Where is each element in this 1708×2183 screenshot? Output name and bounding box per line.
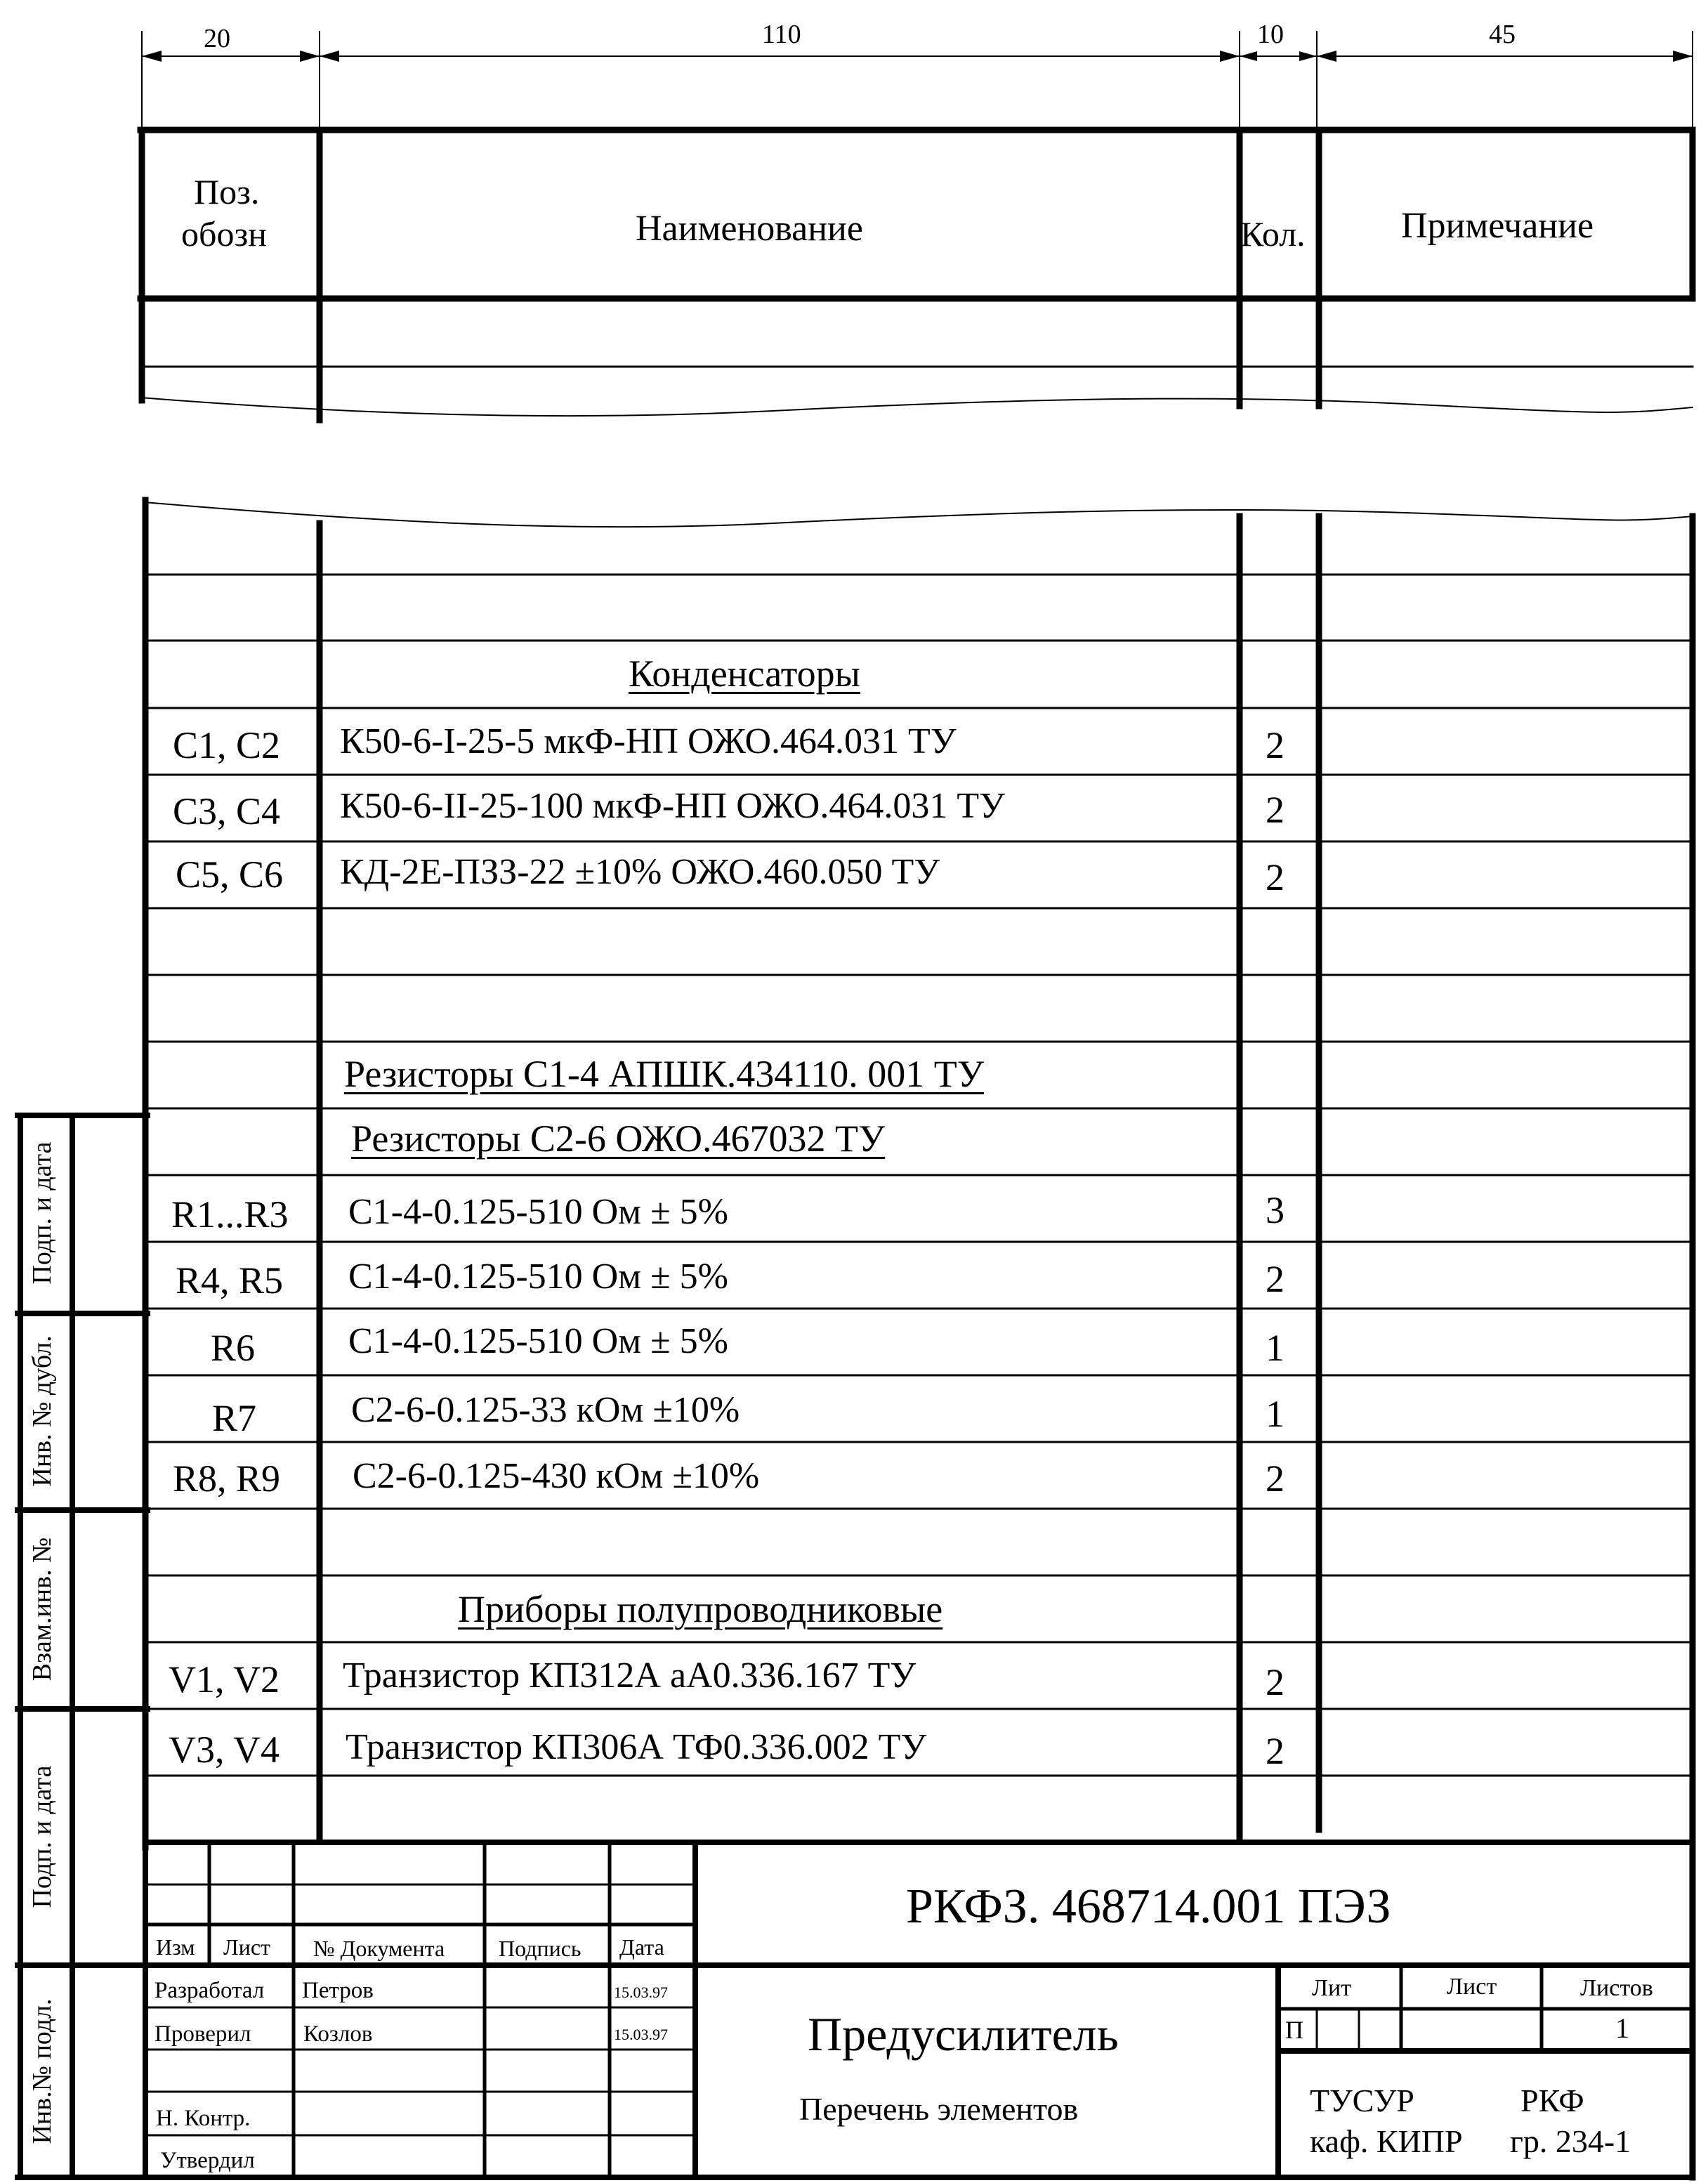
row-pos: R6	[211, 1327, 256, 1369]
side-stamp-duplicate-inv: Инв. № дубл.	[27, 1335, 57, 1487]
row-pos: R8, R9	[173, 1457, 281, 1500]
organization-faculty: РКФ	[1520, 2083, 1584, 2118]
dimension-qty: 10	[1257, 20, 1284, 49]
row-name: КД-2Е-ПЗЗ-22 ±10% ОЖО.460.050 ТУ	[340, 852, 940, 892]
lit-label: Лит	[1312, 1975, 1352, 2001]
row-pos: R7	[212, 1397, 257, 1439]
row-name: С1-4-0.125-510 Ом ± 5%	[348, 1257, 728, 1297]
row-qty: 2	[1266, 856, 1285, 898]
row-name: С1-4-0.125-510 Ом ± 5%	[348, 1321, 728, 1361]
row-pos: C5, C6	[176, 853, 284, 896]
document-designation: РКФЗ. 468714.001 ПЭЗ	[906, 1880, 1391, 1934]
row-pos: C3, C4	[173, 790, 281, 832]
name-checked: Козлов	[303, 2021, 373, 2047]
header-pos-line2: обозн	[181, 214, 267, 254]
row-name: С2-6-0.125-33 кОм ±10%	[351, 1390, 740, 1430]
row-qty: 1	[1266, 1393, 1285, 1435]
organization-department: каф. КИПР	[1310, 2123, 1463, 2159]
title-col-sign: Подпись	[499, 1936, 582, 1961]
row-pos: C1, C2	[173, 724, 281, 766]
table-header-frame	[140, 130, 1693, 420]
row-name: Транзистор КП312А аА0.336.167 ТУ	[343, 1656, 917, 1696]
header-qty: Кол.	[1240, 214, 1306, 254]
header-pos-line1: Поз.	[194, 172, 260, 211]
header-name: Наименование	[636, 209, 863, 249]
row-name: С1-4-0.125-510 Ом ± 5%	[348, 1192, 728, 1232]
title-col-doc: № Документа	[313, 1936, 445, 1961]
date-developed: 15.03.97	[614, 1984, 668, 2001]
lit-value: П	[1285, 2016, 1303, 2044]
row-name: К50-6-I-25-5 мкФ-НП ОЖО.464.031 ТУ	[340, 721, 957, 761]
sheet-label: Лист	[1447, 1974, 1497, 2000]
header-note: Примечание	[1401, 206, 1594, 246]
role-developed: Разработал	[155, 1978, 265, 2003]
side-stamp-replace-inv: Взам.инв. №	[27, 1537, 57, 1681]
section-semiconductors: Приборы полупроводниковые	[458, 1588, 943, 1630]
date-checked: 15.03.97	[614, 2026, 668, 2043]
section-capacitors: Конденсаторы	[629, 653, 860, 695]
organization-university: ТУСУР	[1310, 2083, 1414, 2118]
role-ncontrol: Н. Контр.	[156, 2106, 251, 2131]
side-stamp-original-inv: Инв.№ подл.	[27, 1998, 57, 2144]
section-resistors-c2: Резисторы С2-6 ОЖО.467032 ТУ	[351, 1117, 886, 1160]
row-qty: 1	[1266, 1327, 1285, 1369]
row-name: Транзистор КП306А ТФ0.336.002 ТУ	[346, 1727, 927, 1767]
row-name: К50-6-II-25-100 мкФ-НП ОЖО.464.031 ТУ	[340, 786, 1005, 826]
section-resistors-c1: Резисторы С1-4 АПШК.434110. 001 ТУ	[344, 1053, 985, 1095]
role-approved: Утвердил	[160, 2148, 255, 2173]
row-qty: 2	[1266, 724, 1285, 766]
row-pos: V3, V4	[169, 1729, 280, 1771]
title-col-izm: Изм	[156, 1934, 195, 1960]
row-pos: R1...R3	[171, 1193, 289, 1235]
row-qty: 2	[1266, 789, 1285, 831]
row-pos: R4, R5	[176, 1259, 284, 1302]
title-col-date: Дата	[619, 1934, 664, 1960]
organization-group: гр. 234-1	[1510, 2123, 1631, 2159]
role-checked: Проверил	[155, 2021, 251, 2047]
sheets-value: 1	[1615, 2012, 1629, 2044]
row-qty: 2	[1266, 1661, 1285, 1703]
document-type: Перечень элементов	[799, 2091, 1079, 2127]
row-qty: 2	[1266, 1457, 1285, 1500]
row-qty: 3	[1266, 1189, 1285, 1231]
row-name: С2-6-0.125-430 кОм ±10%	[353, 1456, 760, 1496]
dimension-pos: 20	[204, 24, 230, 53]
product-name: Предусилитель	[808, 2007, 1119, 2061]
dimension-lines	[142, 32, 1693, 128]
dimension-note: 45	[1489, 20, 1516, 49]
title-col-list: Лист	[223, 1934, 271, 1960]
side-stamp-signature-date-1: Подп. и дата	[27, 1141, 57, 1285]
name-developed: Петров	[302, 1978, 374, 2003]
row-pos: V1, V2	[169, 1658, 280, 1700]
dimension-name: 110	[762, 20, 801, 49]
row-qty: 2	[1266, 1730, 1285, 1772]
row-qty: 2	[1266, 1258, 1285, 1300]
sheets-label: Листов	[1580, 1975, 1653, 2001]
side-stamp-signature-date-2: Подп. и дата	[27, 1765, 57, 1908]
